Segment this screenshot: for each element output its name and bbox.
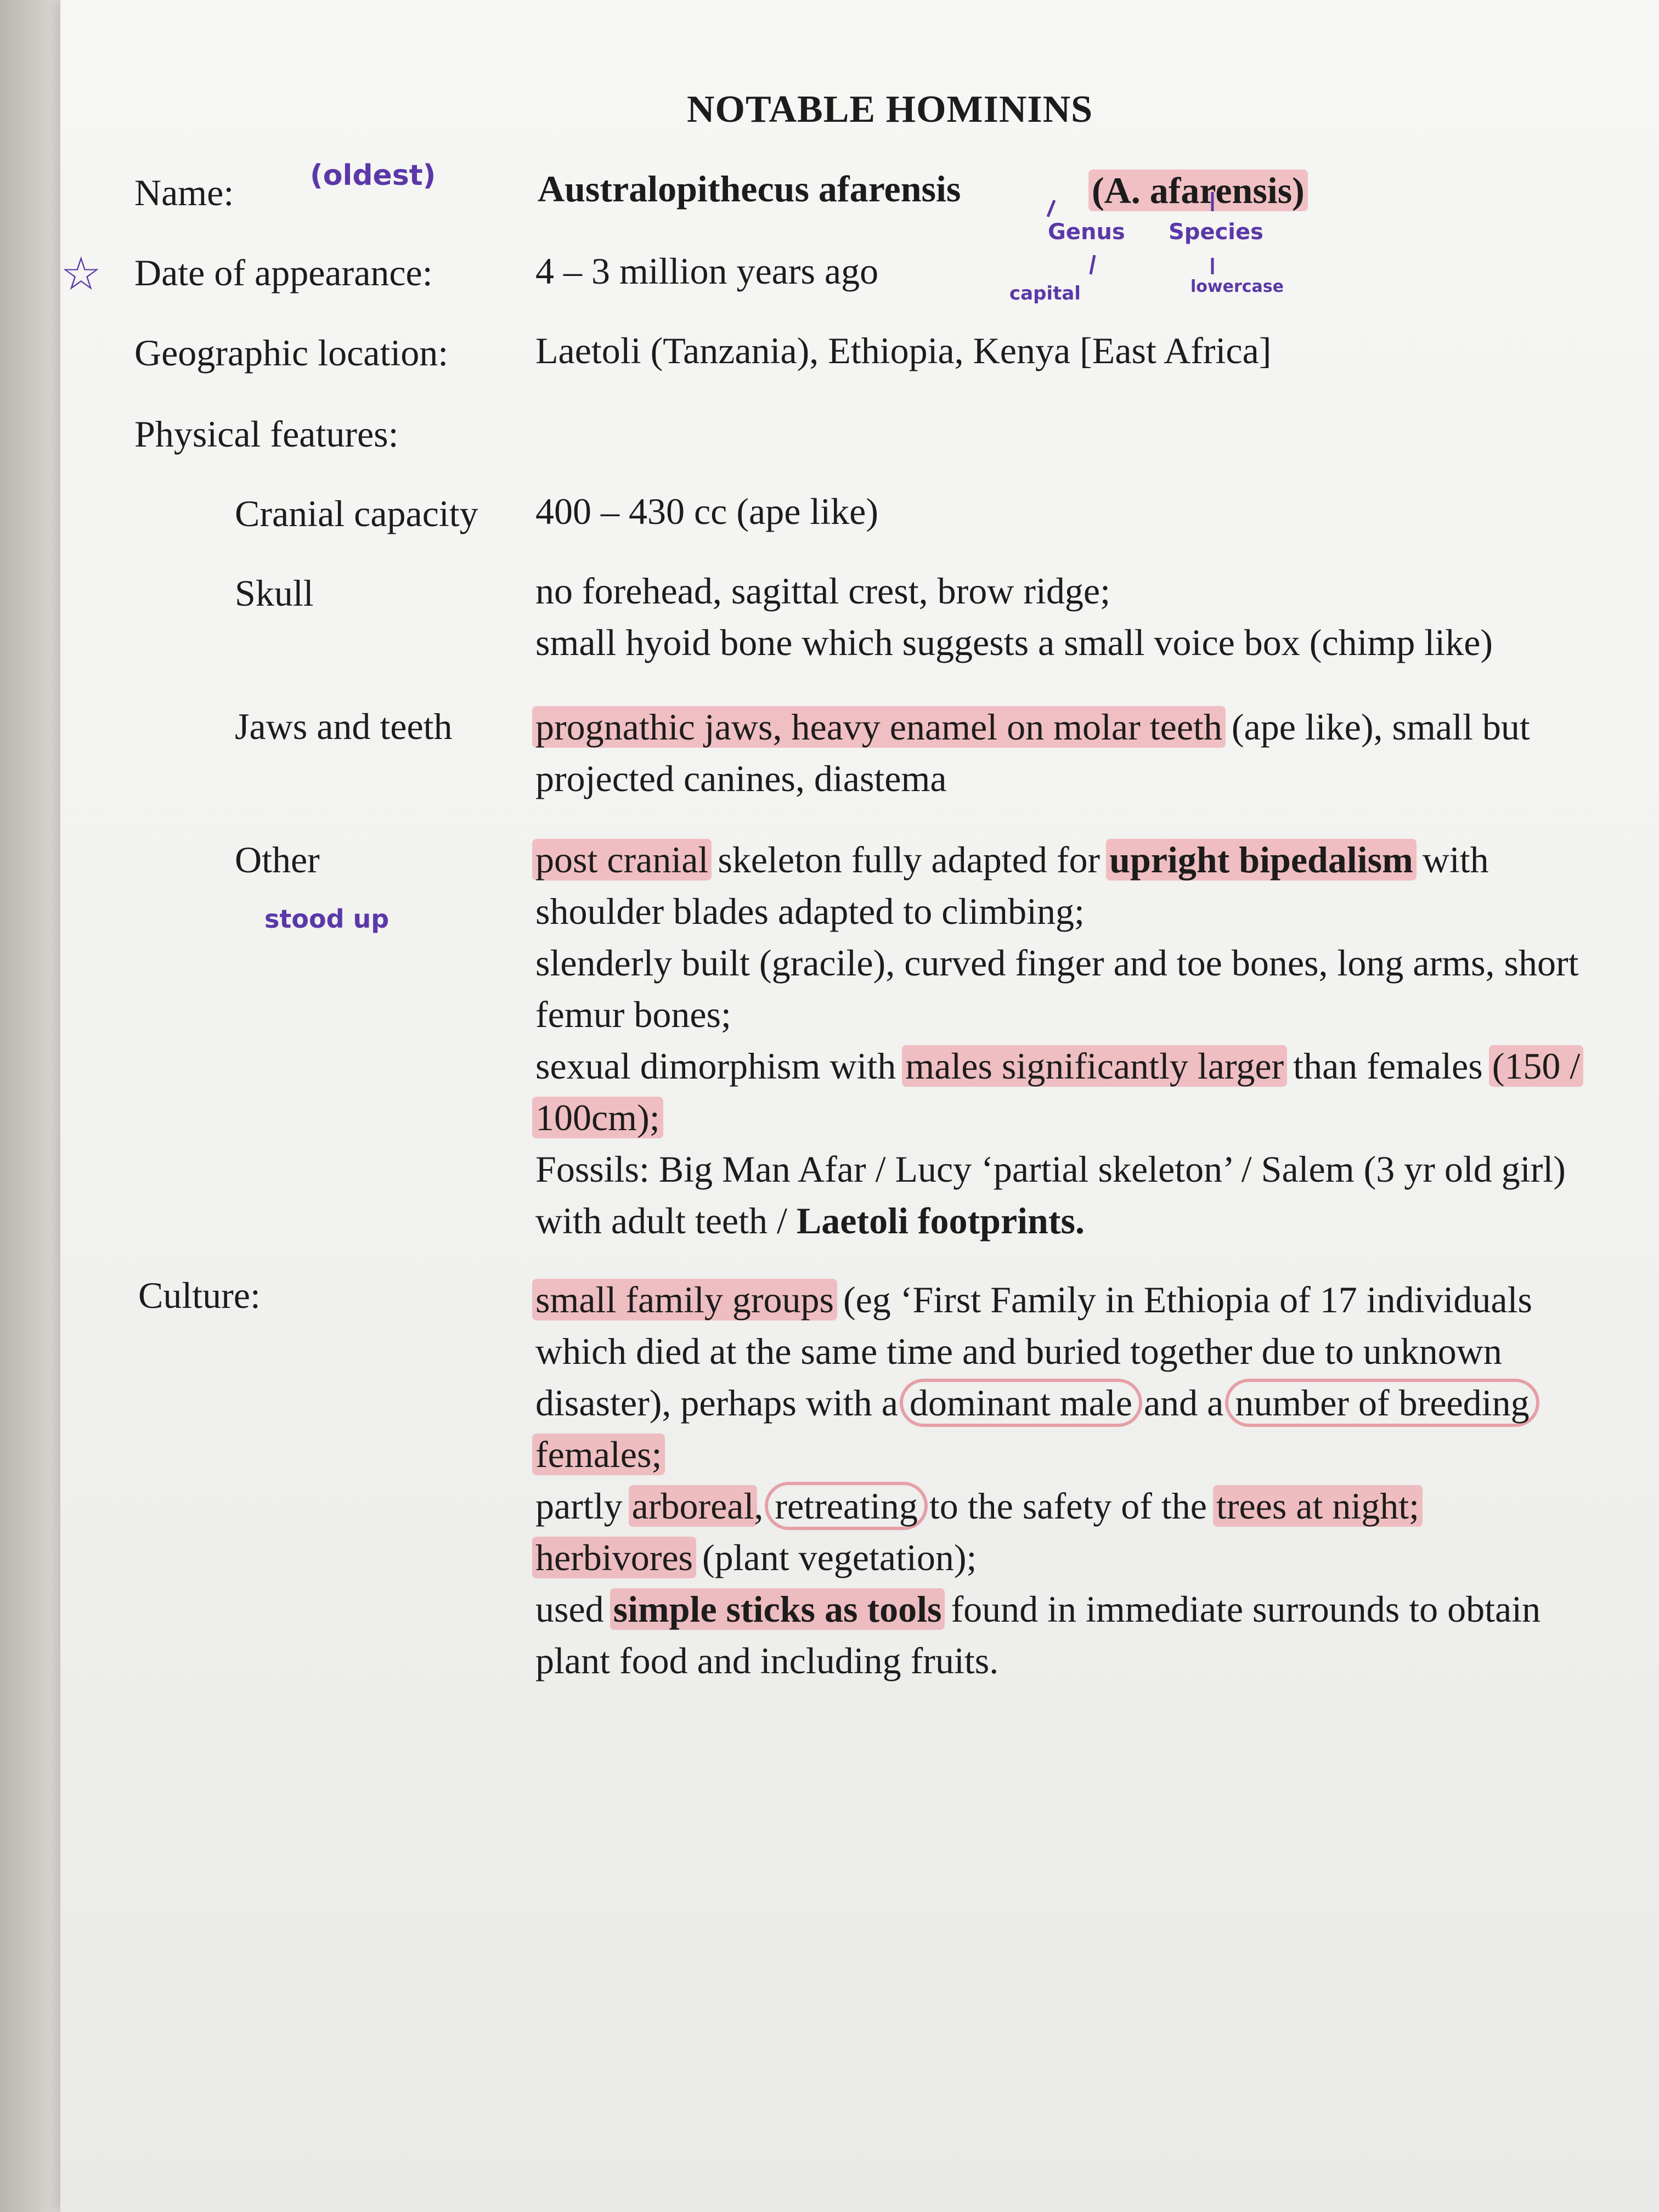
name-value: Australopithecus afarensis [538, 168, 961, 210]
culture-text: to the safety of the [919, 1485, 1216, 1527]
name-label: Name: [134, 172, 234, 213]
other-line: Fossils: Big Man Afar / Lucy ‘partial skeleton’ / Salem (3 yr old girl) [535, 1148, 1566, 1190]
culture-text: used [535, 1588, 613, 1630]
culture-text: (plant vegetation); [693, 1537, 977, 1578]
skull-line: no forehead, sagittal crest, brow ridge; [535, 570, 1110, 612]
other-highlight: upright bipedalism [1106, 839, 1417, 881]
culture-highlight: trees at night; [1213, 1485, 1423, 1527]
jaws-line [535, 701, 1530, 753]
other-highlight: post cranial [532, 839, 712, 881]
culture-line: plant food and including fruits. [535, 1640, 999, 1681]
other-text: with adult teeth / [535, 1200, 797, 1242]
culture-highlight: females; [532, 1434, 665, 1475]
other-value [535, 834, 1580, 1246]
cranial-label: Cranial capacity [235, 493, 478, 534]
jaws-text: (ape like), small but [1222, 706, 1530, 748]
handnote-capital: capital [1009, 283, 1081, 304]
physical-features-label: Physical features: [134, 413, 399, 455]
other-text: skeleton fully adapted for [708, 839, 1110, 881]
other-line [535, 1195, 1580, 1246]
culture-text: partly [535, 1485, 632, 1527]
culture-line [535, 1274, 1541, 1325]
culture-circled: number of breeding [1225, 1379, 1539, 1427]
culture-circled: dominant male [900, 1379, 1142, 1427]
handnote-strokes [1037, 187, 1267, 296]
handnote-species: Species [1169, 219, 1263, 245]
table-edge [0, 0, 66, 2212]
handnote-genus: Genus [1048, 219, 1125, 245]
culture-text: disaster), perhaps with a [535, 1382, 907, 1424]
other-line: shoulder blades adapted to climbing; [535, 890, 1085, 932]
document-page [60, 0, 1659, 2212]
culture-highlight: herbivores [532, 1537, 696, 1578]
handnote-oldest: (oldest) [310, 159, 436, 192]
other-highlight: males significantly larger [902, 1045, 1287, 1087]
culture-label: Culture: [138, 1274, 261, 1316]
other-text-bold: Laetoli footprints. [796, 1200, 1085, 1242]
culture-line [535, 1429, 1541, 1480]
culture-highlight: simple sticks as tools [610, 1588, 945, 1630]
jaws-line: projected canines, diastema [535, 758, 947, 799]
culture-text: , [754, 1485, 773, 1527]
other-line: slenderly built (gracile), curved finger and toe bones, long arms, short [535, 942, 1579, 984]
other-line: femur bones; [535, 994, 731, 1035]
page-title: NOTABLE HOMININS [687, 88, 1093, 131]
other-text: sexual dimorphism with [535, 1045, 906, 1087]
culture-circled: retreating [765, 1482, 928, 1530]
other-text: with [1413, 839, 1489, 881]
cranial-value: 400 – 430 cc (ape like) [535, 490, 878, 532]
jaws-value [535, 701, 1530, 804]
culture-value [535, 1274, 1541, 1686]
date-label: Date of appearance: [134, 252, 433, 294]
name-abbrev-highlight: (A. afarensis) [1088, 170, 1308, 211]
other-line [535, 1092, 1580, 1143]
culture-text: and a [1134, 1382, 1233, 1424]
culture-line [535, 1377, 1541, 1429]
handnote-lowercase: lowercase [1190, 277, 1284, 296]
culture-line: which died at the same time and buried together due to unknown [535, 1330, 1502, 1372]
jaws-highlight: prognathic jaws, heavy enamel on molar teeth [532, 706, 1226, 748]
other-text: than females [1284, 1045, 1492, 1087]
location-label: Geographic location: [134, 332, 449, 374]
culture-highlight: small family groups [532, 1279, 837, 1321]
location-value: Laetoli (Tanzania), Ethiopia, Kenya [East Africa] [535, 330, 1272, 371]
culture-line [535, 1583, 1541, 1635]
culture-line [535, 1480, 1541, 1532]
jaws-label: Jaws and teeth [235, 706, 453, 747]
culture-text: found in immediate surrounds to obtain [941, 1588, 1541, 1630]
other-highlight: (150 / [1489, 1045, 1584, 1087]
skull-value [535, 565, 1493, 668]
other-line [535, 834, 1580, 885]
other-highlight: 100cm); [532, 1097, 663, 1138]
culture-highlight: arboreal [629, 1485, 758, 1527]
date-value: 4 – 3 million years ago [535, 250, 879, 292]
handnote-stood-up: stood up [264, 904, 390, 934]
skull-line: small hyoid bone which suggests a small voice box (chimp like) [535, 622, 1493, 663]
skull-label: Skull [235, 572, 314, 614]
other-label: Other [235, 839, 320, 881]
culture-text: (eg ‘First Family in Ethiopia of 17 individuals [833, 1279, 1532, 1321]
other-line [535, 1040, 1580, 1092]
culture-line [535, 1532, 1541, 1583]
star-icon: ☆ [60, 247, 102, 301]
